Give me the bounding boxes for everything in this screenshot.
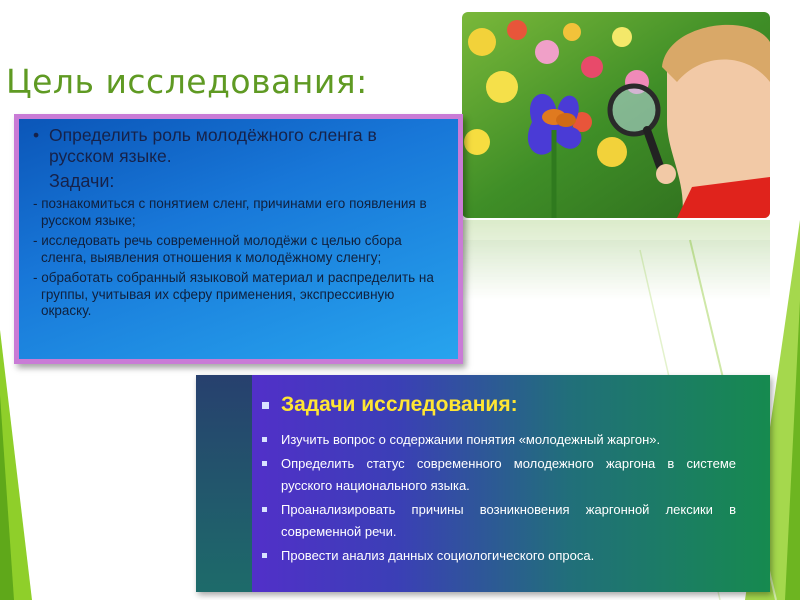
- research-tasks-box: [196, 375, 770, 592]
- square-bullet-icon: [262, 402, 269, 409]
- photo-reflection: [462, 220, 770, 300]
- research-item-text: Определить статус современного молодежного жаргона в системе русского национального языка.: [281, 456, 736, 493]
- research-heading-text: Задачи исследования:: [281, 393, 518, 416]
- tasks-heading: Задачи:: [49, 171, 115, 191]
- goal-line-2: русском языке.: [49, 146, 172, 166]
- task-item: - обработать собранный языковой материал и распределить на группы, учитывая их сферу применения, экспрессивную окраску.: [33, 270, 434, 318]
- goal-statement: [33, 125, 446, 146]
- research-heading: [262, 393, 736, 417]
- research-item-text: Проанализировать причины возникновения жаргонной лексики в современной речи.: [281, 502, 736, 539]
- research-item-text: Изучить вопрос о содержании понятия «молодежный жаргон».: [281, 432, 661, 447]
- square-bullet-icon: [262, 461, 267, 466]
- goal-box-frame: [14, 114, 463, 364]
- bullet-icon: •: [33, 125, 40, 145]
- research-item: [262, 545, 736, 567]
- square-bullet-icon: [262, 507, 267, 512]
- slide-title: Цель исследования:: [6, 62, 368, 101]
- research-item: [262, 453, 736, 497]
- child-with-magnifier-photo: [462, 12, 770, 218]
- research-tasks-content: [262, 393, 736, 567]
- research-item: [262, 499, 736, 543]
- square-bullet-icon: [262, 553, 267, 558]
- task-item: - исследовать речь современной молодёжи с целью сбора сленга, выявления отношения к молодёжному сленгу;: [33, 233, 402, 265]
- research-box-strip: [196, 375, 252, 592]
- research-item: [262, 429, 736, 451]
- goal-line-1: Определить роль молодёжного сленга в: [49, 125, 377, 145]
- goal-box: [19, 119, 458, 359]
- square-bullet-icon: [262, 437, 267, 442]
- task-item: - познакомиться с понятием сленг, причинами его появления в русском языке;: [33, 196, 427, 228]
- research-item-text: Провести анализ данных социологического опроса.: [281, 548, 595, 563]
